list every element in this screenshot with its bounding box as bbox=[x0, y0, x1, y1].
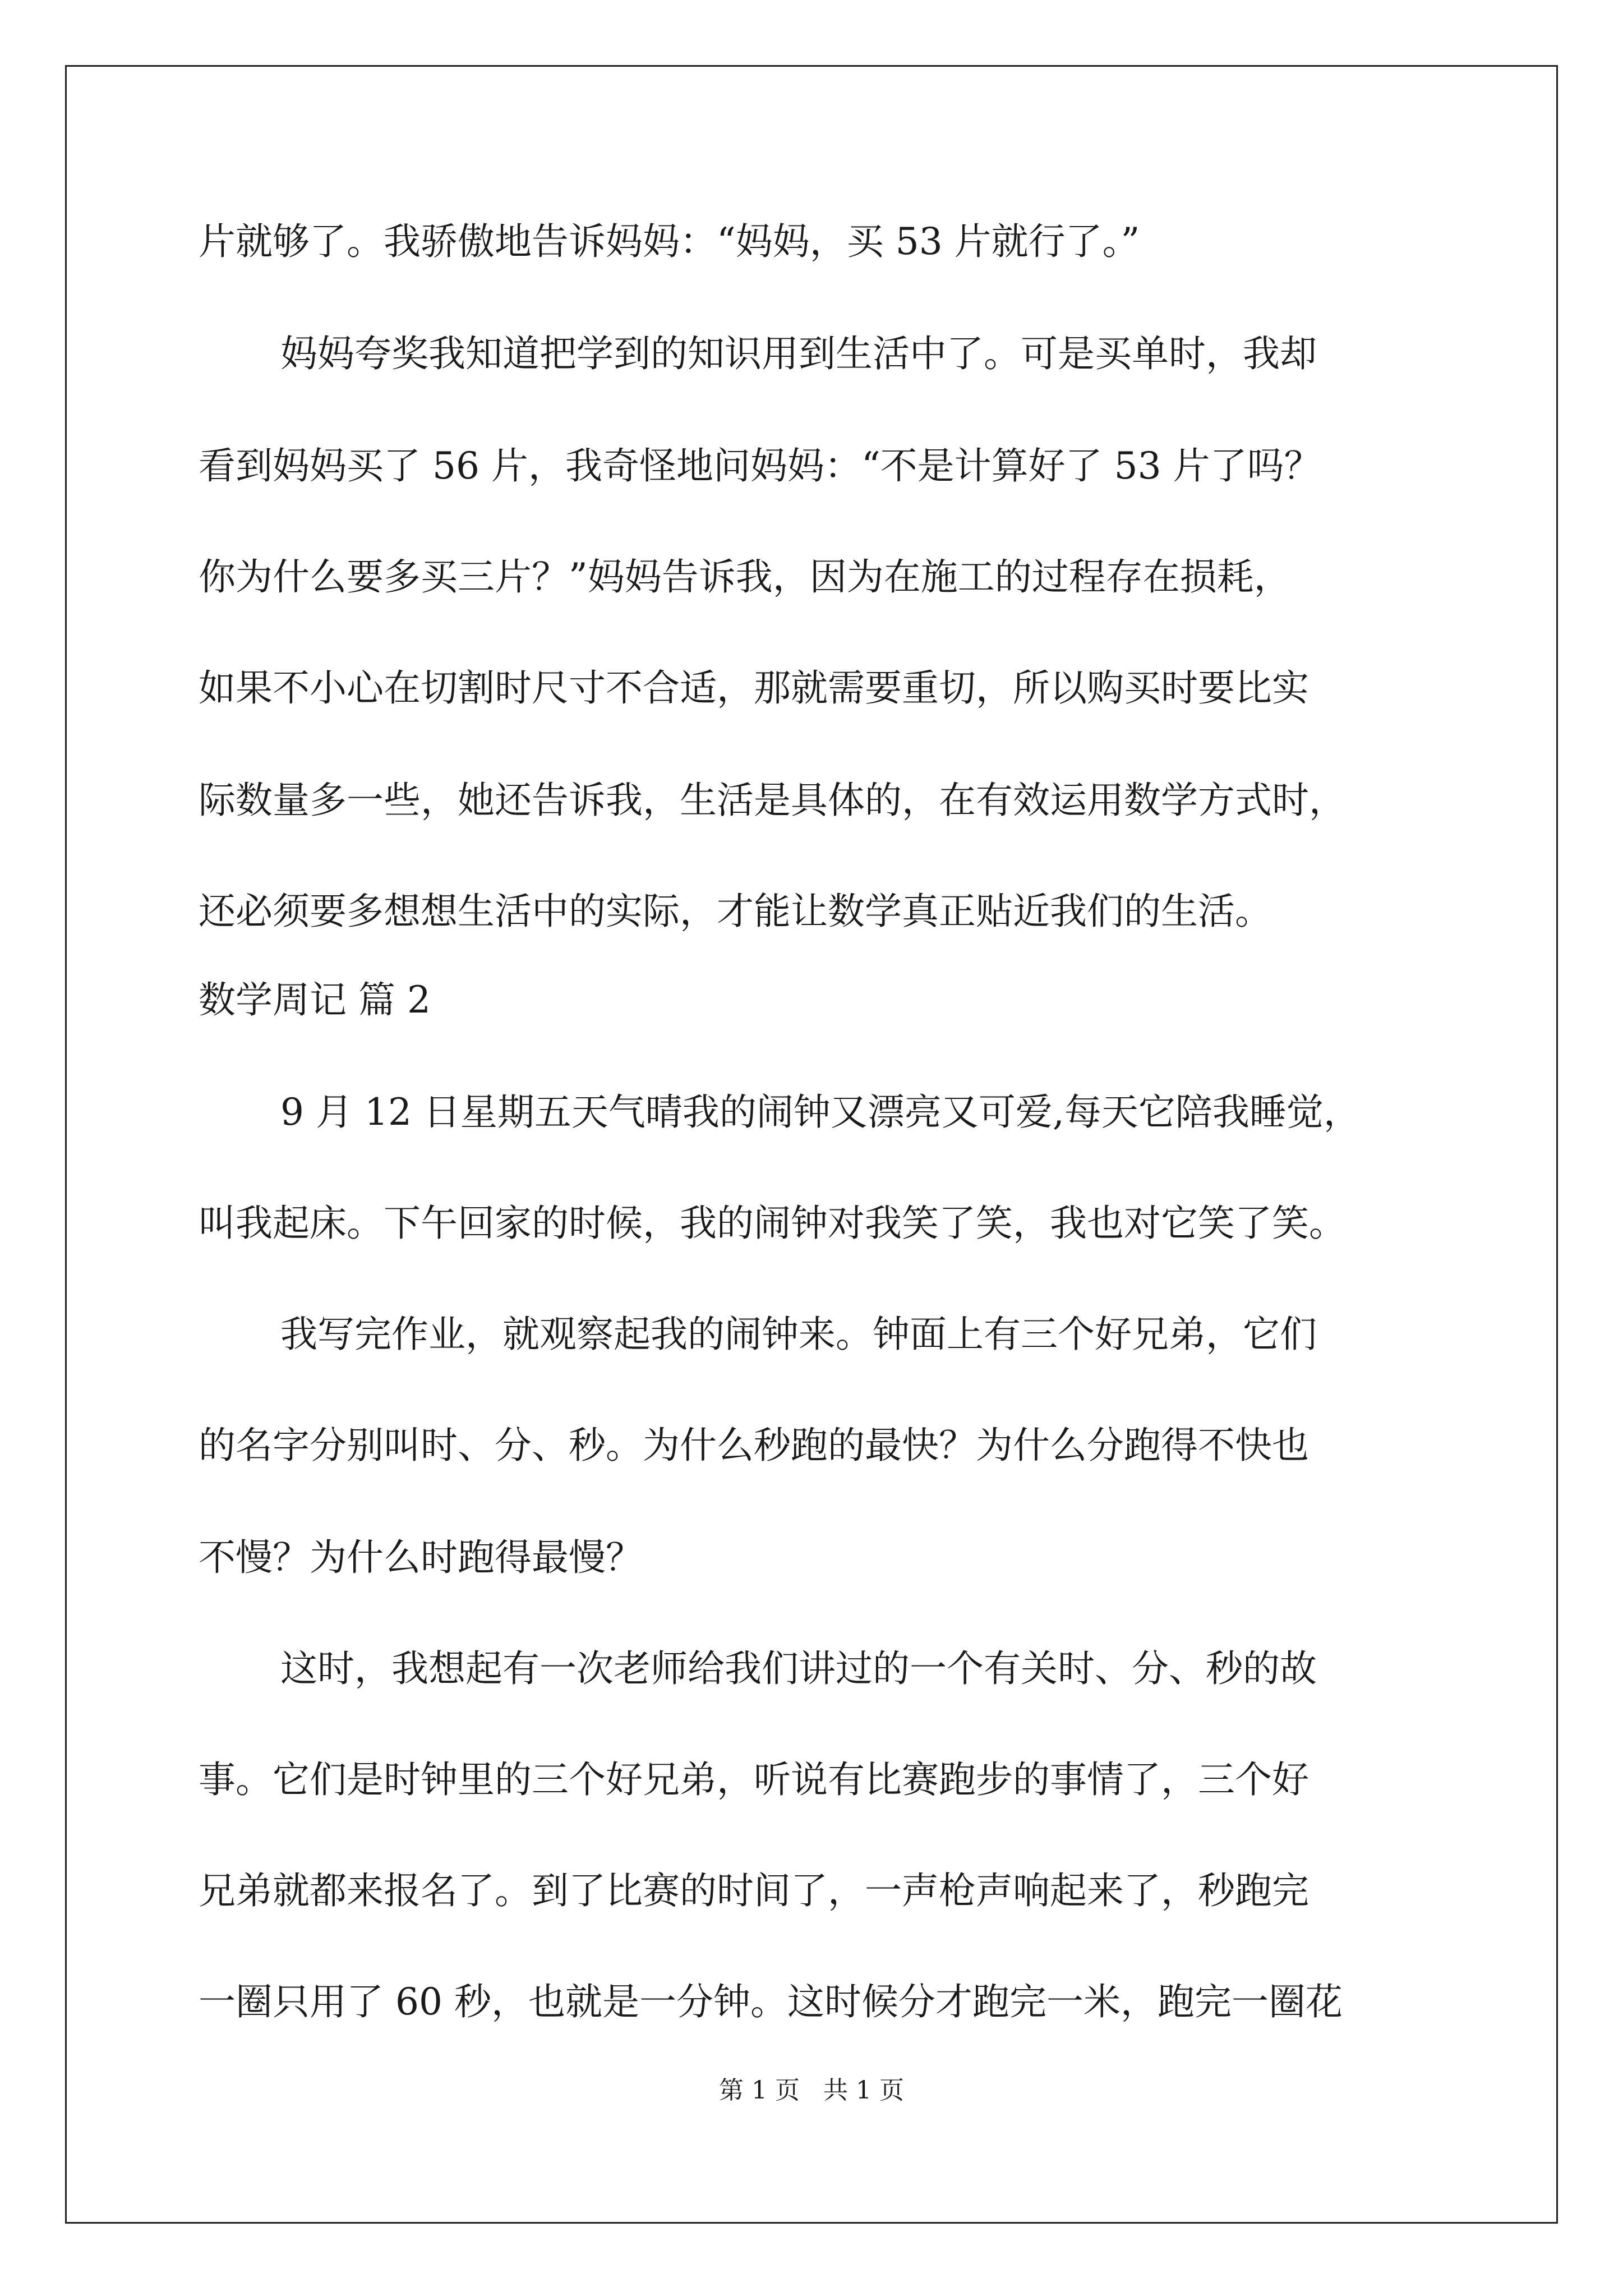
text-line-6: 际数量多一些，她还告诉我，生活是具体的，在有效运用数学方式时， bbox=[199, 779, 1346, 822]
text-line-12: 的名字分别叫时、分、秒。为什么秒跑的最快？为什么分跑得不快也 bbox=[199, 1424, 1309, 1467]
section-heading: 数学周记 篇 2 bbox=[199, 978, 431, 1022]
text-line-11: 我写完作业，就观察起我的闹钟来。钟面上有三个好兄弟，它们 bbox=[280, 1313, 1317, 1356]
text-line-14: 这时，我想起有一次老师给我们讲过的一个有关时、分、秒的故 bbox=[280, 1647, 1317, 1690]
text-line-4: 你为什么要多买三片？”妈妈告诉我，因为在施工的过程存在损耗， bbox=[199, 555, 1291, 599]
text-line-16: 兄弟就都来报名了。到了比赛的时间了，一声枪声响起来了，秒跑完 bbox=[199, 1869, 1309, 1912]
text-line-15: 事。它们是时钟里的三个好兄弟，听说有比赛跑步的事情了，三个好 bbox=[199, 1758, 1309, 1801]
text-line-1: 片就够了。我骄傲地告诉妈妈：“妈妈，买 53 片就行了。” bbox=[199, 220, 1140, 263]
page-footer bbox=[0, 2070, 1623, 2106]
page-total: 共 1 页 bbox=[823, 2076, 904, 2105]
text-line-17: 一圈只用了 60 秒，也就是一分钟。这时候分才跑完一米，跑完一圈花 bbox=[199, 1980, 1343, 2023]
text-line-13: 不慢？为什么时跑得最慢？ bbox=[199, 1536, 643, 1579]
text-line-10: 叫我起床。下午回家的时候，我的闹钟对我笑了笑，我也对它笑了笑。 bbox=[199, 1202, 1346, 1245]
page-number: 第 1 页 bbox=[719, 2076, 800, 2105]
text-line-2: 妈妈夸奖我知道把学到的知识用到生活中了。可是买单时，我却 bbox=[280, 332, 1317, 375]
text-line-3: 看到妈妈买了 56 片，我奇怪地问妈妈：“不是计算好了 53 片了吗？ bbox=[199, 444, 1321, 487]
text-line-7: 还必须要多想想生活中的实际，才能让数学真正贴近我们的生活。 bbox=[199, 890, 1272, 933]
text-line-9: 9 月 12 日星期五天气晴我的闹钟又漂亮又可爱,每天它陪我睡觉， bbox=[280, 1091, 1361, 1134]
text-line-5: 如果不小心在切割时尺寸不合适，那就需要重切，所以购买时要比实 bbox=[199, 666, 1309, 710]
